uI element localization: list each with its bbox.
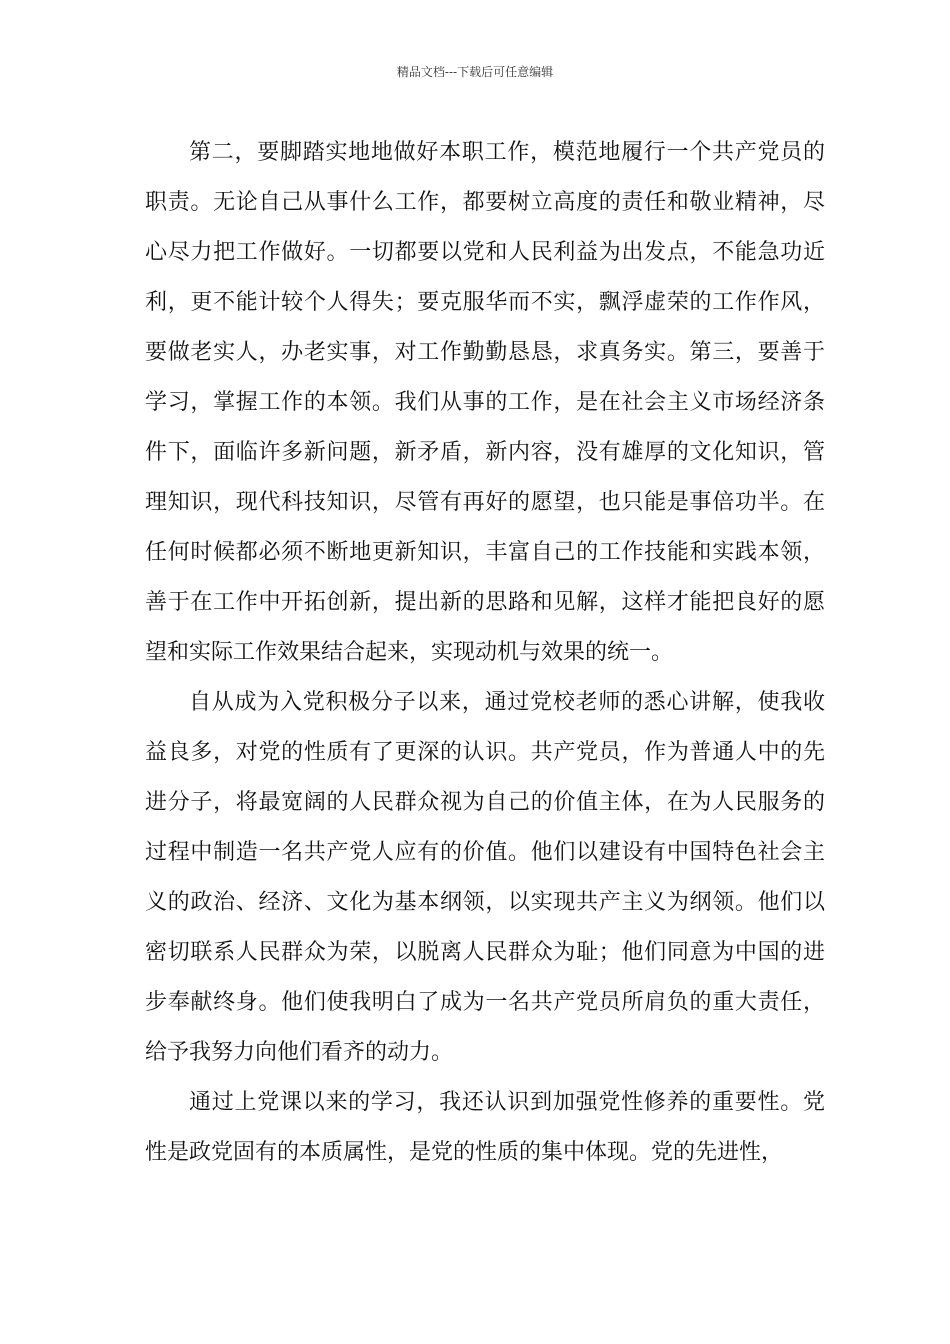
paragraph-3: 通过上党课以来的学习，我还认识到加强党性修养的重要性。党性是政党固有的本质属性，是党的性质的集中体现。党的先进性， [145, 1090, 825, 1165]
document-body [145, 128, 825, 1178]
paragraph-2: 自从成为入党积极分子以来，通过党校老师的悉心讲解，使我收益良多，对党的性质有了更深的认识。共产党员，作为普通人中的先进分子，将最宽阔的人民群众视为自己的价值主体，在为人民服务的过程中制造一名共产党人应有的价值。他们以建设有中国特色社会主义的政治、经济、文化为基本纲领，以实现共产主义为纲领。他们以密切联系人民群众为荣，以脱离人民群众为耻；他们同意为中国的进步奉献终身。他们使我明白了成为一名共产党员所肩负的重大责任，给予我努力向他们看齐的动力。 [145, 690, 825, 1065]
paragraph-1: 第二，要脚踏实地地做好本职工作，模范地履行一个共产党员的职责。无论自己从事什么工作，都要树立高度的责任和敬业精神，尽心尽力把工作做好。一切都要以党和人民利益为出发点，不能急功近利，更不能计较个人得失；要克服华而不实，飘浮虚荣的工作作风，要做老实人，办老实事，对工作勤勤恳恳，求真务实。第三，要善于学习，掌握工作的本领。我们从事的工作，是在社会主义市场经济条件下，面临许多新问题，新矛盾，新内容，没有雄厚的文化知识，管理知识，现代科技知识，尽管有再好的愿望，也只能是事倍功半。在任何时候都必须不断地更新知识，丰富自己的工作技能和实践本领，善于在工作中开拓创新，提出新的思路和见解，这样才能把良好的愿望和实际工作效果结合起来，实现动机与效果的统一。 [145, 140, 825, 665]
page-header: 精品文档---下载后可任意编辑 [396, 65, 554, 79]
